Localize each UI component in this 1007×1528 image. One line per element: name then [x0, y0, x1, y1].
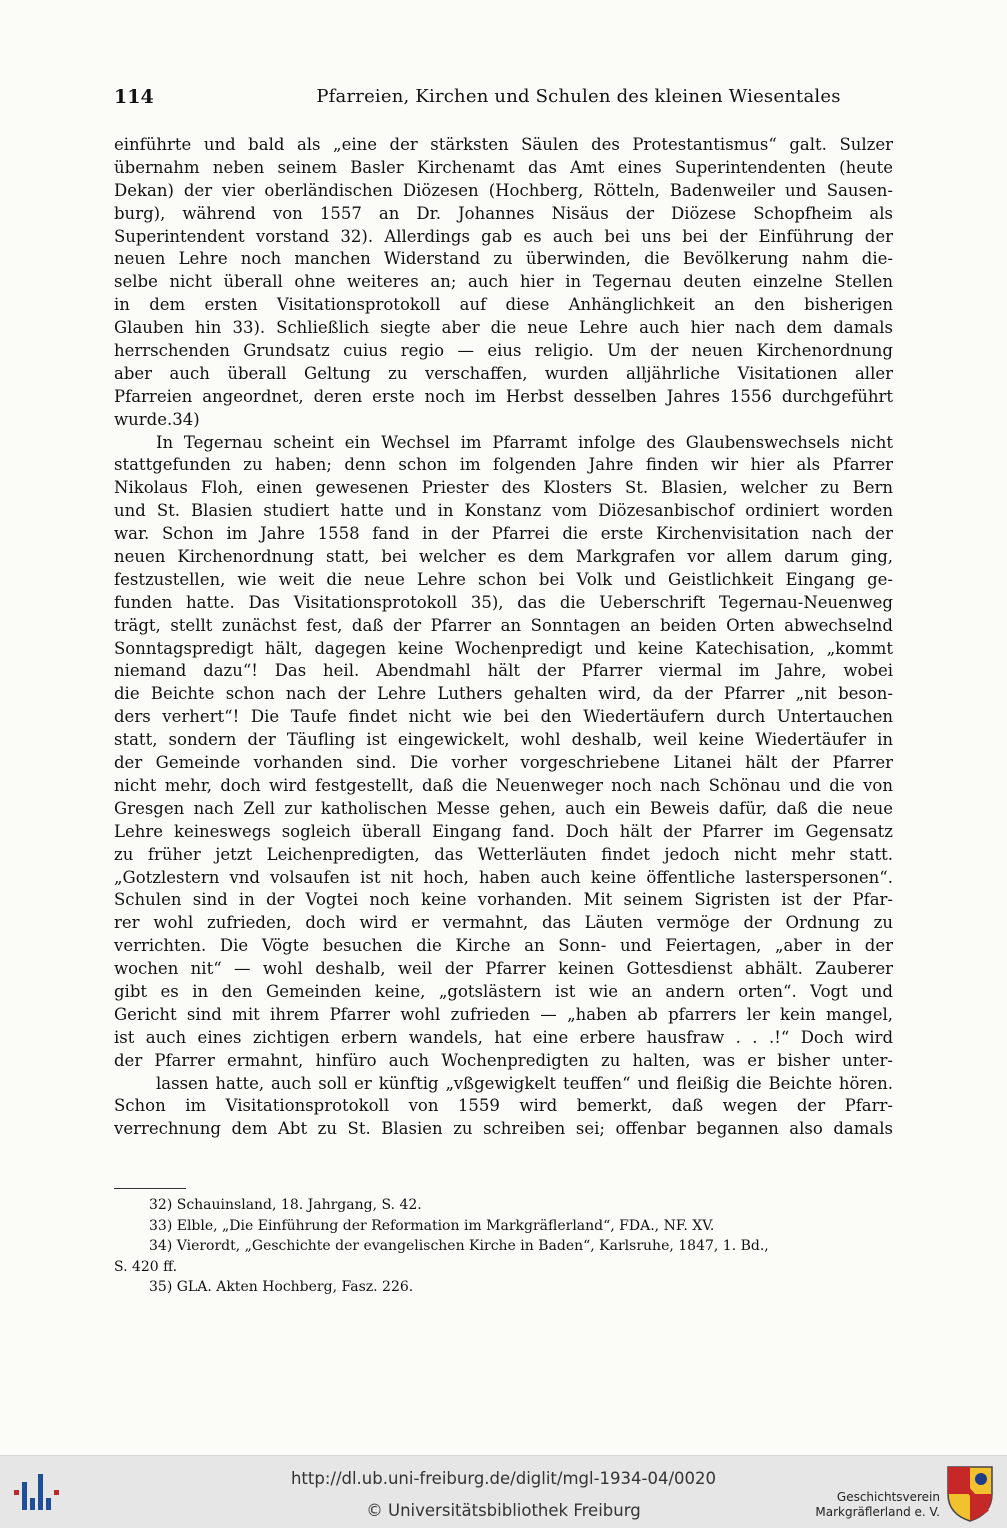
- text-line: Dekan) der vier oberländischen Diözesen (Hochberg, Rötteln, Badenweiler und Sausen-: [114, 180, 893, 200]
- text-line: einführte und bald als „eine der stärksten Säulen des Protestantismus“ galt. Sulzer: [114, 135, 893, 154]
- text-line: ist auch eines zichtigen erbern wandels, hat eine erbere hausfraw . . .!“ Doch wird: [114, 1027, 893, 1047]
- text-line: neuen Lehre noch manchen Widerstand zu überwinden, die Bevölkerung nahm die-: [114, 249, 893, 269]
- text-line: wochen nit“ — wohl deshalb, weil der Pfarrer keinen Gottesdienst abhält. Zauberer: [114, 959, 893, 979]
- page-header: [114, 86, 893, 116]
- text-line: Gericht sind mit ihrem Pfarrer wohl zufrieden — „haben ab pfarrers ler kein mangel,: [114, 1004, 893, 1024]
- text-line: Sonntagspredigt hält, dagegen keine Wochenpredigt und keine Katechisation, „kommt: [114, 638, 893, 658]
- text-line: herrschenden Grundsatz cuius regio — eius religio. Um der neuen Kirchenordnung: [114, 341, 893, 361]
- text-line: trägt, stellt zunächst fest, daß der Pfarrer an Sonntagen an beiden Orten abwechselnd: [114, 615, 893, 635]
- text-line: verrechnung dem Abt zu St. Blasien zu schreiben sei; offenbar begannen also damals: [114, 1119, 893, 1139]
- society-name-line: Markgräflerland e. V.: [815, 1505, 940, 1519]
- viewer-footer: [0, 1455, 1007, 1528]
- text-line: lassen hatte, auch soll er künftig „vßgewigkelt teuffen“ und fleißig die Beichte hören.: [156, 1073, 893, 1093]
- society-name-line: Geschichtsverein: [836, 1490, 940, 1504]
- page-number: 114: [114, 86, 154, 108]
- text-line: niemand dazu“! Das heil. Abendmahl hält der Pfarrer viermal im Jahre, wobei: [114, 661, 893, 681]
- text-line: verrichten. Die Vögte besuchen die Kirche an Sonn- und Feiertagen, „aber in der: [114, 936, 893, 956]
- text-line: Schon im Visitationsprotokoll von 1559 wird bemerkt, daß wegen der Pfarr-: [114, 1096, 893, 1116]
- text-line: burg), während von 1557 an Dr. Johannes Nisäus der Diözese Schopfheim als: [114, 203, 893, 223]
- text-line: statt, sondern der Täufling ist eingewickelt, wohl deshalb, weil keine Wiedertäufer in: [114, 730, 893, 750]
- text-line: Lehre keineswegs sogleich überall Eingang fand. Doch hält der Pfarrer im Gegensatz: [114, 821, 893, 841]
- text-line: der Gemeinde vorhanden sind. Die vorher vorgeschriebene Litanei hält der Pfarrer: [114, 753, 893, 773]
- text-line: funden hatte. Das Visitationsprotokoll 35), das die Ueberschrift Tegernau-Neuenweg: [114, 592, 893, 612]
- text-line: in dem ersten Visitationsprotokoll auf diese Anhänglichkeit an den bisherigen: [114, 295, 893, 315]
- copyright-notice: © Universitätsbibliothek Freiburg: [366, 1501, 641, 1520]
- text-line: war. Schon im Jahre 1558 fand in der Pfarrei die erste Kirchenvisitation nach der: [114, 524, 893, 544]
- text-line: Pfarreien angeordnet, deren erste noch im Herbst desselben Jahres 1556 durchgeführt: [114, 386, 893, 406]
- text-line: übernahm neben seinem Basler Kirchenamt das Amt eines Superintendenten (heute: [114, 157, 893, 177]
- text-line: Schulen sind in der Vogtei noch keine vorhanden. Mit seinem Sigristen ist der Pfar-: [114, 890, 893, 910]
- text-line: und St. Blasien studiert hatte und in Konstanz vom Diözesanbischof ordiniert worden: [114, 501, 893, 521]
- text-line: selbe nicht überall ohne weiteres an; auch hier in Tegernau deuten einzelne Stellen: [114, 272, 893, 292]
- text-line: rer wohl zufrieden, doch wird er vermahnt, das Läuten vermöge der Ordnung zu: [114, 913, 893, 933]
- text-line: zu früher jetzt Leichenpredigten, das Wetterläuten findet jedoch nicht mehr statt.: [114, 844, 893, 864]
- text-line: der Pfarrer ermahnt, hinfüro auch Wochenpredigten zu halten, was er bisher unter-: [114, 1050, 893, 1070]
- text-line: nicht mehr, doch wird festgestellt, daß die Neuenweger noch nach Schönau und die von: [114, 775, 893, 795]
- text-line: Glauben hin 33). Schließlich siegte aber die neue Lehre auch hier nach dem damals: [114, 318, 893, 338]
- permalink-url[interactable]: http://dl.ub.uni-freiburg.de/diglit/mgl-1934-04/0020: [290, 1469, 717, 1488]
- text-line: gibt es in den Gemeinden keine, „gotslästern ist wie an andern orten“. Vogt und: [114, 981, 893, 1001]
- text-line: neuen Kirchenordnung statt, bei welcher es dem Markgrafen vor allem darum ging,: [114, 547, 893, 567]
- text-line: stattgefunden zu haben; denn schon im folgenden Jahre finden wir hier als Pfarrer: [114, 455, 893, 475]
- text-line: ders verhert“! Die Taufe findet nicht wie bei den Wiedertäufern durch Untertauchen: [114, 707, 893, 727]
- footnote: 33) Elble, „Die Einführung der Reformation im Markgräflerland“, FDA., NF. XV.: [149, 1217, 715, 1234]
- footnote-divider: [114, 1188, 186, 1189]
- coat-of-arms-icon[interactable]: [945, 1464, 995, 1524]
- body-text: [114, 134, 893, 1141]
- text-line: wurde.34): [114, 409, 200, 429]
- text-line: festzustellen, wie weit die neue Lehre schon bei Volk und Geistlichkeit Eingang ge-: [114, 569, 893, 589]
- text-line: In Tegernau scheint ein Wechsel im Pfarramt infolge des Glaubenswechsels nicht: [156, 432, 893, 452]
- text-line: aber auch überall Geltung zu verschaffen, wurden alljährliche Visitationen aller: [114, 363, 893, 383]
- footnote-continuation: S. 420 ff.: [114, 1258, 178, 1275]
- text-line: „Gotzlestern vnd volsaufen ist nit hoch, haben auch keine öffentliche lasterspersonen“.: [114, 867, 893, 887]
- running-title: Pfarreien, Kirchen und Schulen des kleinen Wiesentales: [316, 86, 841, 107]
- text-line: Nikolaus Floh, einen gewesenen Priester des Klosters St. Blasien, welcher zu Bern: [114, 478, 893, 498]
- society-name: [800, 1490, 940, 1520]
- footnote: 32) Schauinsland, 18. Jahrgang, S. 42.: [149, 1197, 422, 1213]
- footnote: 35) GLA. Akten Hochberg, Fasz. 226.: [149, 1279, 414, 1295]
- footnote: 34) Vierordt, „Geschichte der evangelischen Kirche in Baden“, Karlsruhe, 1847, 1. Bd.,: [149, 1238, 769, 1254]
- text-line: Superintendent vorstand 32). Allerdings gab es auch bei uns bei der Einführung der: [114, 226, 893, 246]
- text-line: Gresgen nach Zell zur katholischen Messe gehen, auch ein Beweis dafür, daß die neue: [114, 798, 893, 818]
- text-line: die Beichte schon nach der Lehre Luthers gehalten wird, da der Pfarrer „nit beson-: [114, 684, 893, 704]
- footnotes: [114, 1195, 893, 1298]
